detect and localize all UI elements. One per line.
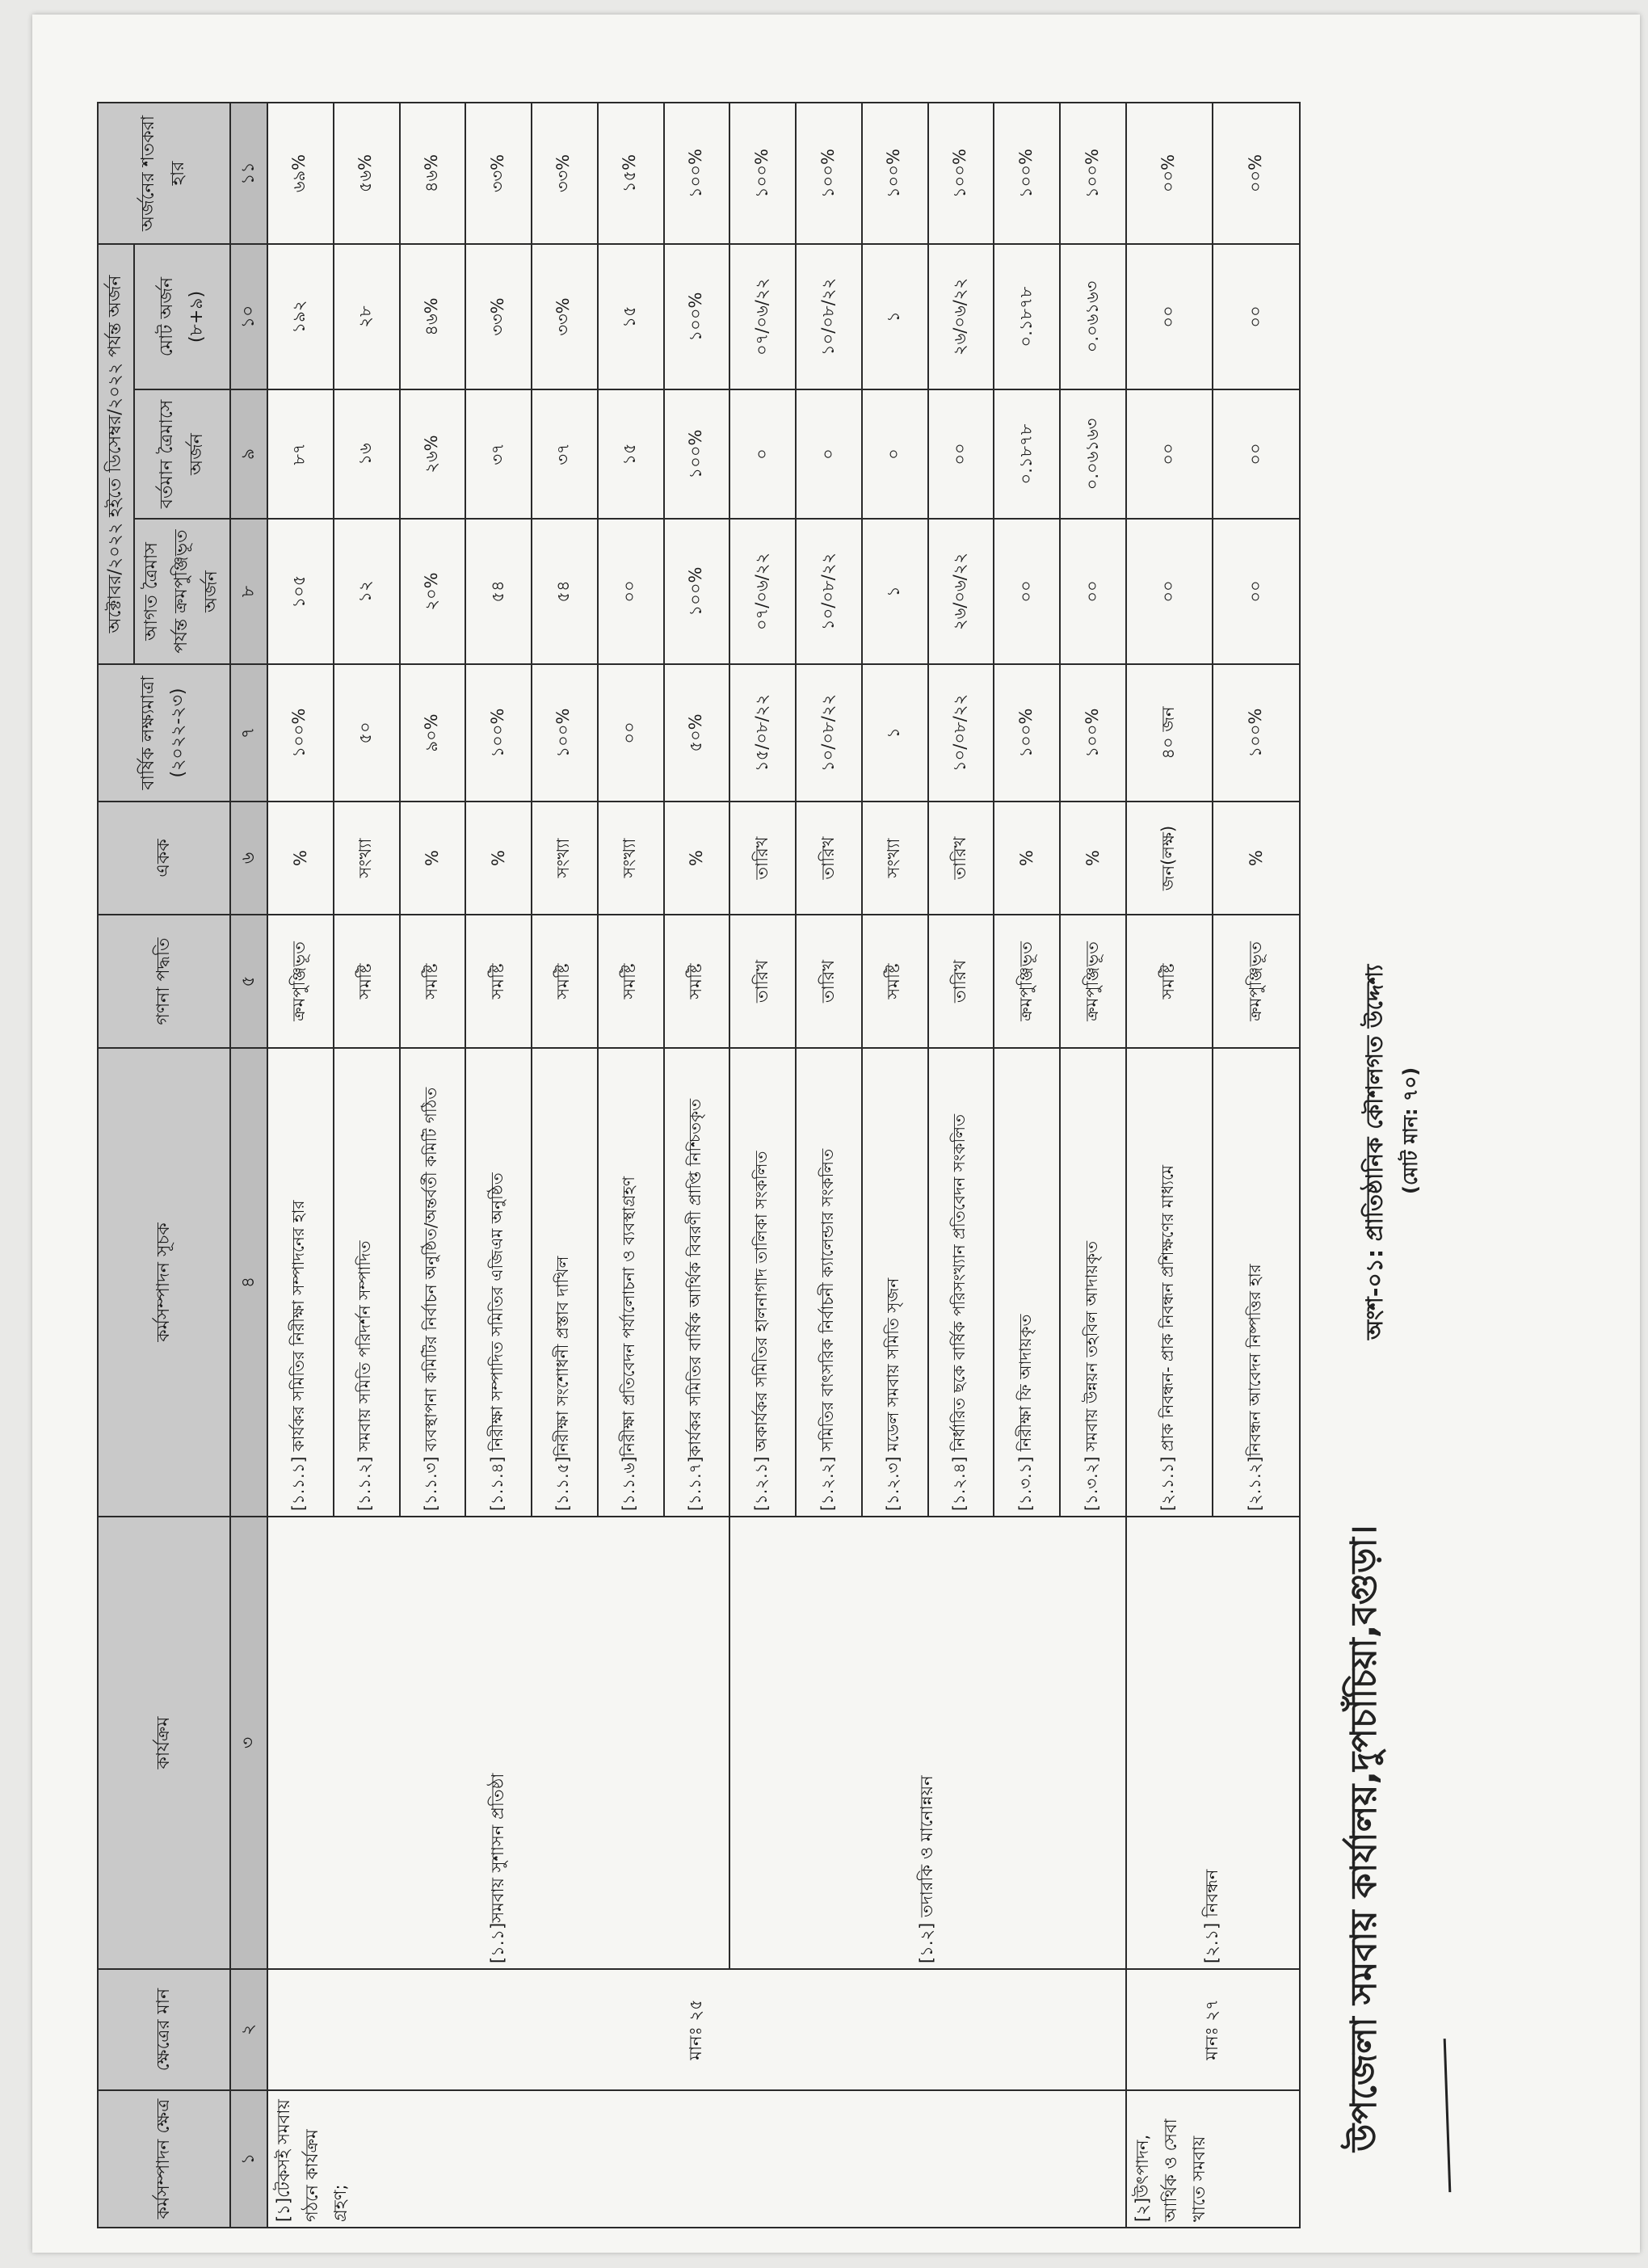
current-cell: ০.১৮৭৮ — [994, 389, 1060, 519]
total-cell: ৩৩% — [532, 244, 598, 389]
col-number: ৫ — [230, 915, 267, 1048]
col-rate: অর্জনের শতকরা হার — [98, 103, 230, 244]
rate-cell: ১০০% — [994, 103, 1060, 244]
indicator-cell: [১.২.১] অকার্যকর সমিতির হালনাগাদ তালিকা সংকলিত — [729, 1048, 796, 1517]
col-number: ১ — [230, 2090, 267, 2228]
method-cell: ক্রমপুঞ্জিভূত — [1060, 915, 1126, 1048]
area-cell: [২]উৎপাদন, আর্থিক ও সেবা খাতে সমবায় — [1126, 2090, 1300, 2228]
target-cell: ১০০% — [465, 664, 532, 802]
current-cell: ১০০% — [664, 389, 730, 519]
col-number: ৩ — [230, 1517, 267, 1969]
current-cell: ০ — [862, 389, 928, 519]
col-number: ৪ — [230, 1048, 267, 1517]
target-cell: ৫০% — [664, 664, 730, 802]
indicator-cell: [১.১.৩] ব্যবস্থাপনা কমিটির নির্বাচন অনুষ্ঠিত/অন্তর্বর্তী কমিটি গঠিত — [400, 1048, 466, 1517]
indicator-cell: [১.১.৬]নিরীক্ষা প্রতিবেদন পর্যালোচনা ও ব্যবস্থাগ্রহণ — [598, 1048, 664, 1517]
method-cell: সমষ্টি — [664, 915, 730, 1048]
total-cell: ০০ — [1126, 244, 1213, 389]
current-cell: ০০ — [1213, 389, 1300, 519]
current-cell: ০ — [729, 389, 796, 519]
total-marks: (মোট মান: ৭০) — [1399, 1067, 1422, 1194]
col-number: ১১ — [230, 103, 267, 244]
total-cell: ০৭/০৬/২২ — [729, 244, 796, 389]
table-row — [729, 103, 796, 2228]
activity-cell: [১.১]সমবায় সুশাসন প্রতিষ্ঠা — [267, 1517, 729, 1969]
unit-cell: % — [664, 802, 730, 915]
pen-mark — [1444, 2039, 1460, 2192]
current-cell: ১৫ — [598, 389, 664, 519]
total-cell: ১০/০৮/২২ — [796, 244, 862, 389]
method-cell: সমষ্টি — [400, 915, 466, 1048]
total-cell: ০.০৬১৬৩ — [1060, 244, 1126, 389]
current-cell: ০ — [796, 389, 862, 519]
unit-cell: সংখ্যা — [532, 802, 598, 915]
prev-cell: ২৬/০৬/২২ — [928, 519, 994, 664]
rate-cell: ১৫% — [598, 103, 664, 244]
performance-table — [97, 102, 1301, 2228]
method-cell: সমষ্টি — [862, 915, 928, 1048]
indicator-cell: [১.২.২] সমিতির বাৎসরিক নির্বাচনী ক্যালেন্ডার সংকলিত — [796, 1048, 862, 1517]
col-method: গণনা পদ্ধতি — [98, 915, 230, 1048]
rate-cell: ১০০% — [928, 103, 994, 244]
rate-cell: ৫৬% — [334, 103, 400, 244]
unit-cell: % — [400, 802, 466, 915]
prev-cell: ২০% — [400, 519, 466, 664]
rate-cell: ৩৩% — [532, 103, 598, 244]
rate-cell: ৬৯% — [267, 103, 334, 244]
indicator-cell: [১.৩.২] সমবায় উন্নয়ন তহবিল আদায়কৃত — [1060, 1048, 1126, 1517]
method-cell: সমষ্টি — [598, 915, 664, 1048]
method-cell: ক্রমপুঞ্জিভূত — [994, 915, 1060, 1048]
col-activity: কার্যক্রম — [98, 1517, 230, 1969]
indicator-cell: [১.২.৪] নির্ধারিত ছকে বার্ষিক পরিসংখ্যান প্রতিবেদন সংকলিত — [928, 1048, 994, 1517]
current-cell: ১৬ — [334, 389, 400, 519]
rate-cell: ১০০% — [1060, 103, 1126, 244]
col-number: ১০ — [230, 244, 267, 389]
col-achievement: অক্টোবর/২০২২ হইতে ডিসেম্বর/২০২২ পর্যন্ত অর্জন — [98, 244, 134, 664]
target-cell: ১০০% — [994, 664, 1060, 802]
header-row-1 — [98, 103, 134, 2228]
total-cell: ২৮ — [334, 244, 400, 389]
col-area: কর্মসম্পাদন ক্ষেত্র — [98, 2090, 230, 2228]
unit-cell: তারিখ — [796, 802, 862, 915]
unit-cell: সংখ্যা — [334, 802, 400, 915]
col-prev: আগত ত্রৈমাস পর্যন্ত ক্রমপুঞ্জিভূত অর্জন — [134, 519, 230, 664]
target-cell: ৫০ — [334, 664, 400, 802]
rate-cell: ০০% — [1213, 103, 1300, 244]
current-cell: ০০ — [928, 389, 994, 519]
col-target: বার্ষিক লক্ষ্যমাত্রা (২০২২-২৩) — [98, 664, 230, 802]
total-cell: ১৫ — [598, 244, 664, 389]
total-cell: ০.১৮৭৮ — [994, 244, 1060, 389]
method-cell: সমষ্টি — [532, 915, 598, 1048]
rate-cell: ১০০% — [729, 103, 796, 244]
target-cell: ১০/০৮/২২ — [928, 664, 994, 802]
prev-cell: ০০ — [1126, 519, 1213, 664]
current-cell: ২৬% — [400, 389, 466, 519]
prev-cell: ০০ — [1060, 519, 1126, 664]
total-cell: ৪৬% — [400, 244, 466, 389]
target-cell: ১০/০৮/২২ — [796, 664, 862, 802]
area-mark-cell: মানঃ ২৭ — [1126, 1969, 1300, 2090]
total-cell: ১০০% — [664, 244, 730, 389]
area-mark-cell: মানঃ ২৫ — [267, 1969, 1126, 2090]
indicator-cell: [২.১.২]নিবন্ধন আবেদন নিষ্পত্তির হার — [1213, 1048, 1300, 1517]
rotated-content — [65, 15, 1543, 2228]
method-cell: সমষ্টি — [1126, 915, 1213, 1048]
activity-cell: [১.২] তদারকি ও মানোন্নয়ন — [729, 1517, 1126, 1969]
current-cell: ৮৭ — [267, 389, 334, 519]
target-cell: ১০০% — [1213, 664, 1300, 802]
part-title: অংশ-০১: প্রাতিষ্ঠানিক কৌশলগত উদ্দেশ্য — [1361, 964, 1388, 1340]
col-number: ৭ — [230, 664, 267, 802]
indicator-cell: [২.১.১] প্রাক নিবন্ধন- প্রাক নিবন্ধন প্রশিক্ষণের মাধ্যমে — [1126, 1048, 1213, 1517]
unit-cell: সংখ্যা — [598, 802, 664, 915]
total-cell: ২৬/০৬/২২ — [928, 244, 994, 389]
col-current: বর্তমান ত্রৈমাসে অর্জন — [134, 389, 230, 519]
prev-cell: ১০/০৮/২২ — [796, 519, 862, 664]
prev-cell: ৫৪ — [532, 519, 598, 664]
rate-cell: ৩৩% — [465, 103, 532, 244]
indicator-cell: [১.১.৪] নিরীক্ষা সম্পাদিত সমিতির এজিএম অনুষ্ঠিত — [465, 1048, 532, 1517]
rate-cell: ১০০% — [862, 103, 928, 244]
rate-cell: ০০% — [1126, 103, 1213, 244]
office-title: উপজেলা সমবায় কার্যালয়,দুপচাঁচিয়া,বগুড়া। — [1343, 1525, 1385, 2152]
total-cell: ১৯২ — [267, 244, 334, 389]
target-cell: ১ — [862, 664, 928, 802]
current-cell: ৩৭ — [465, 389, 532, 519]
method-cell: তারিখ — [928, 915, 994, 1048]
unit-cell: সংখ্যা — [862, 802, 928, 915]
col-unit: একক — [98, 802, 230, 915]
table-row — [267, 103, 334, 2228]
total-cell: ৩৩% — [465, 244, 532, 389]
method-cell: ক্রমপুঞ্জিভূত — [267, 915, 334, 1048]
unit-cell: জন(লক্ষ) — [1126, 802, 1213, 915]
col-number: ৯ — [230, 389, 267, 519]
prev-cell: ৫৪ — [465, 519, 532, 664]
total-cell: ০০ — [1213, 244, 1300, 389]
current-cell: ৩৭ — [532, 389, 598, 519]
indicator-cell: [১.১.১] কার্যকর সমিতির নিরীক্ষা সম্পাদনের হার — [267, 1048, 334, 1517]
unit-cell: % — [994, 802, 1060, 915]
target-cell: ৪০ জন — [1126, 664, 1213, 802]
col-indicator: কর্মসম্পাদন সূচক — [98, 1048, 230, 1517]
rate-cell: ১০০% — [796, 103, 862, 244]
total-cell: ১ — [862, 244, 928, 389]
target-cell: ৯০% — [400, 664, 466, 802]
col-number: ২ — [230, 1969, 267, 2090]
unit-cell: তারিখ — [729, 802, 796, 915]
unit-cell: % — [1060, 802, 1126, 915]
target-cell: ১০০% — [267, 664, 334, 802]
indicator-cell: [১.১.২] সমবায় সমিতি পরিদর্শন সম্পাদিত — [334, 1048, 400, 1517]
prev-cell: ১ — [862, 519, 928, 664]
col-number: ৬ — [230, 802, 267, 915]
prev-cell: ০০ — [1213, 519, 1300, 664]
col-total: মোট অর্জন (৮+৯) — [134, 244, 230, 389]
target-cell: ১৫/০৮/২২ — [729, 664, 796, 802]
rate-cell: ৪৬% — [400, 103, 466, 244]
prev-cell: ০৭/০৬/২২ — [729, 519, 796, 664]
unit-cell: % — [1213, 802, 1300, 915]
table-row — [1126, 103, 1213, 2228]
indicator-cell: [১.৩.১] নিরীক্ষা ফি আদায়কৃত — [994, 1048, 1060, 1517]
target-cell: ১০০% — [1060, 664, 1126, 802]
area-cell: [১]টেকসই সমবায় গঠনে কার্যক্রম গ্রহণ; — [267, 2090, 1126, 2228]
target-cell: ০০ — [598, 664, 664, 802]
prev-cell: ১০৫ — [267, 519, 334, 664]
indicator-cell: [১.১.৭]কার্যকর সমিতির বার্ষিক আর্থিক বিবরণী প্রাপ্তি নিশ্চিতকৃত — [664, 1048, 730, 1517]
current-cell: ০০ — [1126, 389, 1213, 519]
unit-cell: % — [465, 802, 532, 915]
col-area-mark: ক্ষেত্রের মান — [98, 1969, 230, 2090]
document-page — [32, 15, 1640, 2253]
column-number-row — [230, 103, 267, 2228]
prev-cell: ১০০% — [664, 519, 730, 664]
unit-cell: তারিখ — [928, 802, 994, 915]
target-cell: ১০০% — [532, 664, 598, 802]
rate-cell: ১০০% — [664, 103, 730, 244]
indicator-cell: [১.১.৫]নিরীক্ষা সংশোধনী প্রস্তাব দাখিল — [532, 1048, 598, 1517]
current-cell: ০.০৬১৬৩ — [1060, 389, 1126, 519]
col-number: ৮ — [230, 519, 267, 664]
prev-cell: ০০ — [994, 519, 1060, 664]
prev-cell: ০০ — [598, 519, 664, 664]
method-cell: তারিখ — [729, 915, 796, 1048]
indicator-cell: [১.২.৩] মডেল সমবায় সমিতি সৃজন — [862, 1048, 928, 1517]
method-cell: সমষ্টি — [334, 915, 400, 1048]
prev-cell: ১২ — [334, 519, 400, 664]
activity-cell: [২.১] নিবন্ধন — [1126, 1517, 1300, 1969]
method-cell: সমষ্টি — [465, 915, 532, 1048]
method-cell: তারিখ — [796, 915, 862, 1048]
method-cell: ক্রমপুঞ্জিভূত — [1213, 915, 1300, 1048]
unit-cell: % — [267, 802, 334, 915]
